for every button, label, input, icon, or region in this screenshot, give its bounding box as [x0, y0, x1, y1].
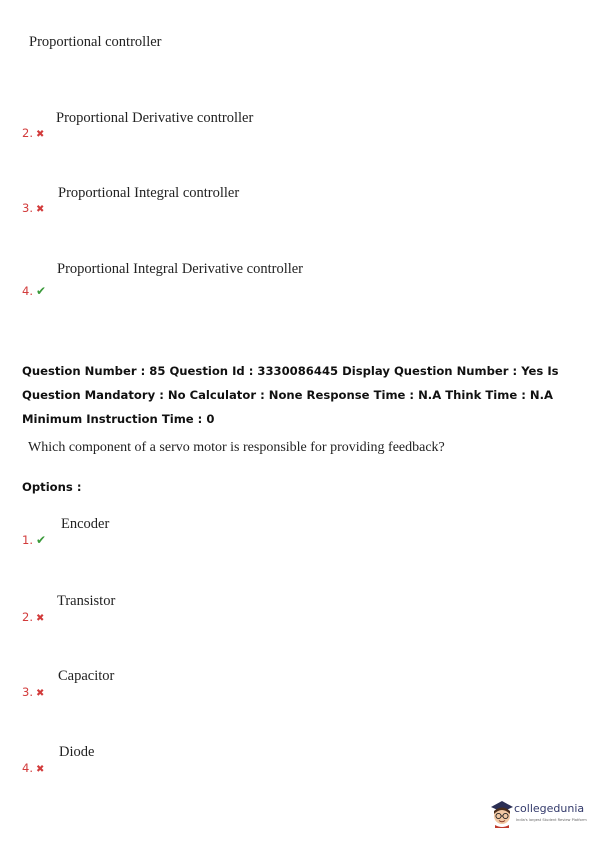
logo-wordmark: collegedunia	[514, 802, 585, 815]
prev-option-1-text: Proportional controller	[29, 34, 162, 50]
prev-option-3-text: Proportional Integral controller	[58, 185, 240, 201]
option-3-text: Capacitor	[58, 668, 115, 684]
prev-option-2-number	[22, 126, 44, 140]
logo-tagline: India's largest Student Review Platform	[516, 818, 587, 822]
option-3-number	[22, 685, 44, 699]
option-number: 1.	[22, 533, 33, 547]
wrong-answer-icon: ✖	[35, 688, 45, 699]
option-4-text: Diode	[59, 744, 95, 760]
correct-answer-icon: ✔	[35, 533, 47, 547]
option-number: 3.	[22, 201, 33, 215]
option-4-number	[22, 761, 44, 775]
option-2-number	[22, 610, 44, 624]
option-number: 2.	[22, 126, 33, 140]
option-number: 4.	[22, 761, 33, 775]
option-2-text: Transistor	[57, 593, 116, 609]
prev-option-3-number	[22, 201, 44, 215]
wrong-answer-icon: ✖	[35, 204, 45, 215]
prev-option-4-text: Proportional Integral Derivative controller	[57, 261, 304, 277]
question-text: Which component of a servo motor is responsible for providing feedback?	[28, 440, 445, 455]
collegedunia-logo	[488, 798, 588, 832]
question-meta: Question Number : 85 Question Id : 3330086445 Display Question Number : Yes Is Question Mandatory : No Calculator : None Response Time : N.A Think Time : N.A Minimum Instruction Time : 0	[22, 364, 559, 426]
prev-option-2-text: Proportional Derivative controller	[56, 110, 254, 126]
option-number: 3.	[22, 685, 33, 699]
wrong-answer-icon: ✖	[35, 764, 45, 775]
option-number: 4.	[22, 284, 33, 298]
option-1-number	[22, 533, 46, 547]
options-label: Options :	[22, 480, 82, 494]
option-1-text: Encoder	[61, 516, 110, 532]
option-number: 2.	[22, 610, 33, 624]
prev-option-4-number	[22, 284, 46, 298]
wrong-answer-icon: ✖	[35, 129, 45, 140]
correct-answer-icon: ✔	[35, 284, 47, 298]
student-avatar-icon	[488, 798, 516, 828]
wrong-answer-icon: ✖	[35, 613, 45, 624]
